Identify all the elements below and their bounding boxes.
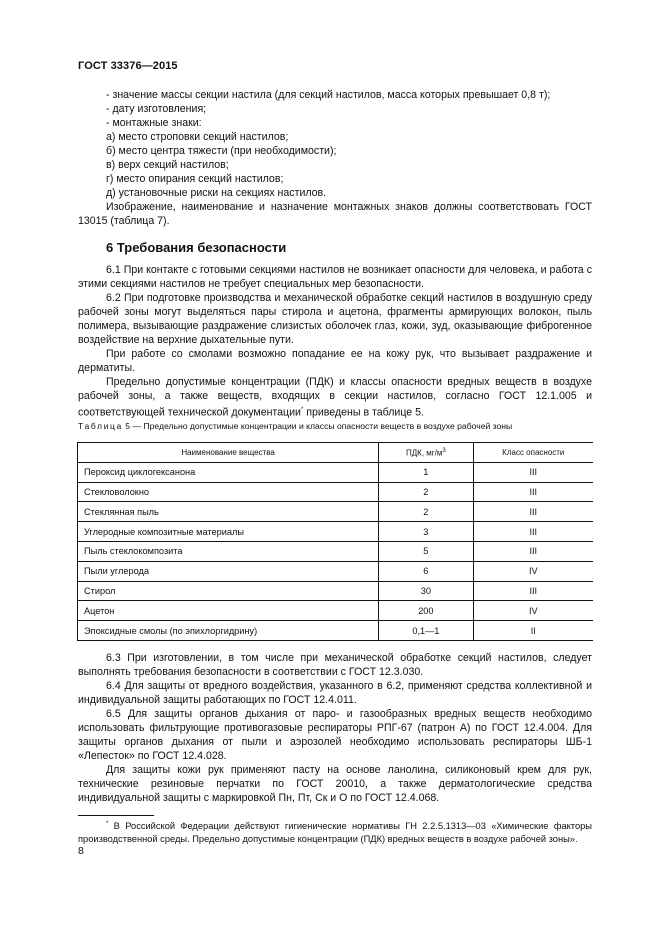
- substance-name: Ацетон: [78, 601, 379, 621]
- section-heading: 6 Требования безопасности: [106, 240, 287, 255]
- hazard-class: III: [473, 541, 593, 561]
- hazard-class: III: [473, 522, 593, 542]
- pdk-text: Предельно допустимые концентрации (ПДК) и классы опасности вредных веществ в воздухе рабочей зоны, а также веществ, входящих в секции настилов, согласно ГОСТ 12.1.005 и соответствующей технической документации: [78, 376, 592, 419]
- footnote-mark: *: [106, 821, 109, 827]
- document-code-header: ГОСТ 33376—2015: [78, 60, 178, 72]
- table-row: [78, 601, 594, 621]
- pdk-value: 1: [379, 462, 473, 482]
- list-item: д) установочные риски на секциях настилов.: [106, 187, 327, 199]
- footnote-divider: [78, 815, 154, 816]
- list-item: - монтажные знаки:: [106, 117, 202, 129]
- paragraph-pdk: [78, 375, 592, 420]
- substance-name: Стеклянная пыль: [78, 502, 379, 522]
- pdk-value: 200: [379, 601, 473, 621]
- hazard-class: III: [473, 502, 593, 522]
- table-row: [78, 502, 594, 522]
- paragraph-6-5: 6.5 Для защиты органов дыхания от паро- и газообразных вредных веществ необходимо использовать фильтрующие противогазовые респираторы РПГ-67 (патрон А) по ГОСТ 12.4.004. Для защиты органов дыхания от пыли и аэрозолей необходимо использовать респираторы ШБ-1 «Лепесток» по ГОСТ 12.4.028.: [78, 708, 592, 762]
- list-item: г) место опирания секций настилов;: [106, 173, 284, 185]
- hazard-class: IV: [473, 561, 593, 581]
- pdk-value: 3: [379, 522, 473, 542]
- pdk-value: 6: [379, 561, 473, 581]
- substance-name: Пыль стеклокомпозита: [78, 541, 379, 561]
- paragraph-skin-protection: Для защиты кожи рук применяют пасту на основе ланолина, силиконовый крем для рук, технические резиновые перчатки по ГОСТ 20010, а также дерматологические средства индивидуальной защиты с маркировкой Пн, Пт, Ск и О по ГОСТ 12.4.068.: [78, 764, 592, 804]
- paragraph-6-1: 6.1 При контакте с готовыми секциями настилов не возникает опасности для человека, и работа с этими секциями настилов не требует специальных мер безопасности.: [78, 264, 592, 290]
- safety-paragraphs-before-table: [78, 263, 592, 420]
- column-header-name: Наименование вещества: [78, 443, 379, 463]
- marking-signs-paragraph: Изображение, наименование и назначение монтажных знаков должны соответствовать ГОСТ 13015 (таблица 7).: [78, 201, 592, 227]
- substance-name: Стирол: [78, 581, 379, 601]
- substance-name: Эпоксидные смолы (по эпихлоргидрину): [78, 621, 379, 641]
- marking-list: [78, 88, 592, 228]
- substance-name: Пыли углерода: [78, 561, 379, 581]
- substance-name: Стекловолокно: [78, 482, 379, 502]
- hazard-class: II: [473, 621, 593, 641]
- pdk-text-end: приведены в таблице 5.: [303, 406, 424, 419]
- table-row: [78, 621, 594, 641]
- pdk-value: 30: [379, 581, 473, 601]
- pdk-value: 2: [379, 482, 473, 502]
- footnote: [78, 818, 592, 845]
- column-header-pdk: ПДК, $мг/м^3$: [379, 443, 473, 463]
- pdk-value: 5: [379, 541, 473, 561]
- footnote-text: В Российской Федерации действуют гигиенические нормативы ГН 2.2.5.1313—03 «Химические факторы производственной среды. Предельно допустимые концентрации (ПДК) вредных веществ в воздухе рабочей зоны».: [78, 821, 592, 844]
- footnote-reference[interactable]: *: [300, 407, 304, 413]
- hazard-class: III: [473, 462, 593, 482]
- page-number: 8: [78, 845, 84, 857]
- pdk-value: 0,1—1: [379, 621, 473, 641]
- table-header-row: [78, 443, 594, 463]
- table-row: [78, 581, 594, 601]
- pdk-table: [77, 442, 593, 641]
- table-row: [78, 561, 594, 581]
- table-caption-label: Таблица: [78, 421, 123, 431]
- column-header-hazard-class: Класс опасности: [473, 443, 593, 463]
- table-caption-text: 5 — Предельно допустимые концентрации и классы опасности веществ в воздухе рабочей зоны: [122, 421, 513, 431]
- substance-name: Пероксид циклогексанона: [78, 462, 379, 482]
- list-item: б) место центра тяжести (при необходимости);: [106, 145, 337, 157]
- list-item: а) место строповки секций настилов;: [106, 131, 289, 143]
- table-row: [78, 541, 594, 561]
- safety-paragraphs-after-table: [78, 651, 592, 805]
- hazard-class: III: [473, 581, 593, 601]
- pdk-value: 2: [379, 502, 473, 522]
- list-item: - дату изготовления;: [106, 103, 207, 115]
- table-row: [78, 462, 594, 482]
- paragraph-6-4: 6.4 Для защиты от вредного воздействия, указанного в 6.2, применяют средства коллективной и индивидуальной защиты работающих по ГОСТ 12.4.011.: [78, 680, 592, 706]
- list-item: - значение массы секции настила (для секций настилов, масса которых превышает 0,8 т);: [106, 89, 551, 101]
- substance-name: Углеродные композитные материалы: [78, 522, 379, 542]
- table-row: [78, 482, 594, 502]
- list-item: в) верх секций настилов;: [106, 159, 229, 171]
- table-caption: [78, 421, 512, 431]
- paragraph-6-3: 6.3 При изготовлении, в том числе при механической обработке секций настилов, следует выполнять требования безопасности в соответствии с ГОСТ 12.3.030.: [78, 652, 592, 678]
- hazard-class: IV: [473, 601, 593, 621]
- paragraph-6-2: 6.2 При подготовке производства и механической обработке секций настилов в воздушную среду рабочей зоны могут выделяться пары стирола и ацетона, фрагменты армирующих волокон, пыль полимера, вызывающие раздражение слизистых оболочек глаз, кожи, зуд, оказывающие фиброгенное воздействие на верхние дыхательные пути.: [78, 292, 592, 346]
- paragraph-resins: При работе со смолами возможно попадание ее на кожу рук, что вызывает раздражение и дерматиты.: [78, 348, 592, 374]
- hazard-class: III: [473, 482, 593, 502]
- table-row: [78, 522, 594, 542]
